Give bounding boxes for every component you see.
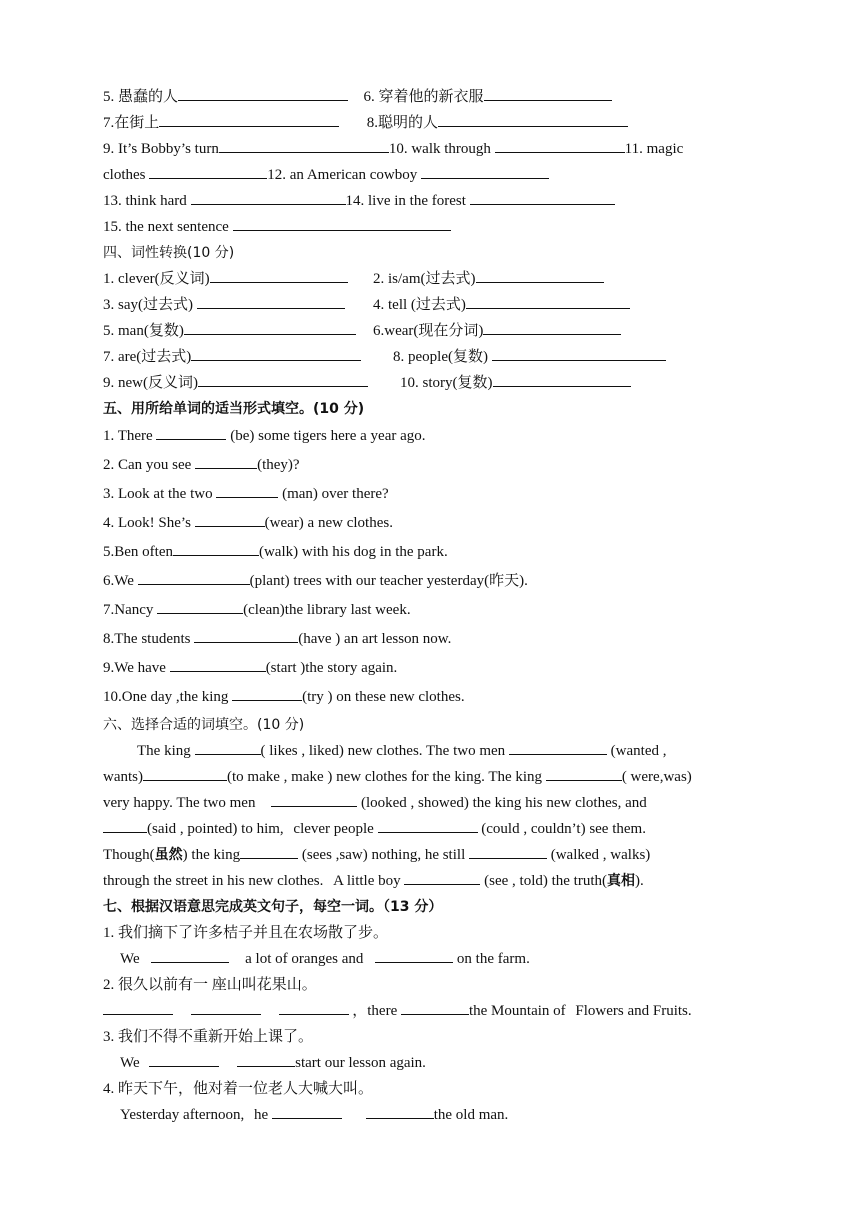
blank[interactable]	[237, 1051, 295, 1067]
section-6-title: 六、选择合适的词填空。(10 分)	[103, 717, 305, 733]
blank[interactable]	[149, 163, 267, 179]
blank[interactable]	[375, 947, 453, 963]
blank[interactable]	[401, 999, 469, 1015]
blank[interactable]	[476, 267, 604, 283]
s3-row-6	[103, 214, 763, 240]
blank[interactable]	[159, 111, 339, 127]
blank[interactable]	[483, 319, 621, 335]
blank[interactable]	[271, 791, 357, 807]
blank[interactable]	[195, 453, 257, 469]
blank[interactable]	[170, 656, 266, 672]
s5-item: 8.The students (have ) an art lesson now.	[103, 625, 763, 654]
item-5: 5. 愚蠢的人	[103, 89, 179, 105]
s7-a3: We start our lesson again.	[103, 1050, 763, 1076]
blank[interactable]	[197, 293, 345, 309]
item-9: 9. It’s Bobby’s turn	[103, 141, 219, 157]
blank[interactable]	[233, 215, 451, 231]
blank[interactable]	[184, 319, 356, 335]
blank[interactable]	[138, 569, 250, 585]
s7-a2: ，there the Mountain of Flowers and Fruits.	[103, 998, 763, 1024]
s4-row: 5. man(复数) 6.wear(现在分词)	[103, 318, 763, 344]
s3-row-3	[103, 136, 763, 162]
s6-para-line: through the street in his new clothes. A little boy (see , told) the truth(真相).	[103, 868, 763, 894]
s5-item: 4. Look! She’s (wear) a new clothes.	[103, 509, 763, 538]
blank[interactable]	[191, 189, 346, 205]
blank[interactable]	[492, 345, 666, 361]
blank[interactable]	[470, 189, 615, 205]
s7-a1: We a lot of oranges and on the farm.	[103, 946, 763, 972]
s4-row: 3. say(过去式) 4. tell (过去式)	[103, 292, 763, 318]
blank[interactable]	[495, 137, 625, 153]
item-15: 15. the next sentence	[103, 219, 229, 235]
blank[interactable]	[232, 685, 302, 701]
item-8: 8.聪明的人	[366, 115, 439, 131]
blank[interactable]	[421, 163, 549, 179]
blank[interactable]	[466, 293, 630, 309]
blank[interactable]	[484, 85, 612, 101]
blank[interactable]	[279, 999, 349, 1015]
s6-para-line: wants) (to make , make ) new clothes for the king. The king ( were,was)	[103, 764, 763, 790]
s6-para-line: Though(虽然) the king (sees ,saw) nothing, he still (walked , walks)	[103, 842, 763, 868]
item-11: 11. magic	[624, 141, 684, 157]
s7-q4: 4. 昨天下午，他对着一位老人大喊大叫。	[103, 1081, 374, 1097]
s5-item: 5.Ben often (walk) with his dog in the park.	[103, 538, 763, 567]
section-5-title: 五、用所给单词的适当形式填空。(10 分)	[103, 401, 365, 417]
s5-item: 7.Nancy (clean)the library last week.	[103, 596, 763, 625]
blank[interactable]	[195, 739, 261, 755]
s3-row-4	[103, 162, 763, 188]
blank[interactable]	[546, 765, 622, 781]
s5-item: 2. Can you see (they)?	[103, 451, 763, 480]
s4-row: 7. are(过去式) 8. people(复数)	[103, 344, 763, 370]
blank[interactable]	[143, 765, 227, 781]
blank[interactable]	[178, 85, 348, 101]
blank[interactable]	[149, 1051, 219, 1067]
worksheet	[103, 84, 763, 1128]
blank[interactable]	[366, 1103, 434, 1119]
blank[interactable]	[103, 817, 147, 833]
blank[interactable]	[493, 371, 631, 387]
s5-item: 9.We have (start )the story again.	[103, 654, 763, 683]
s6-para-line: The king ( likes , liked) new clothes. The two men (wanted ,	[103, 738, 763, 764]
blank[interactable]	[469, 843, 547, 859]
s7-q3: 3. 我们不得不重新开始上课了。	[103, 1029, 314, 1045]
blank[interactable]	[216, 482, 278, 498]
item-11-cont: clothes	[103, 167, 146, 183]
section-4-title: 四、词性转换(10 分)	[103, 245, 235, 261]
item-10: 10. walk through	[388, 141, 491, 157]
blank[interactable]	[404, 869, 480, 885]
s7-a4: Yesterday afternoon, he the old man.	[103, 1102, 763, 1128]
s4-row: 9. new(反义词) 10. story(复数)	[103, 370, 763, 396]
item-12: 12. an American cowboy	[267, 167, 418, 183]
blank[interactable]	[272, 1103, 342, 1119]
blank[interactable]	[210, 267, 348, 283]
blank[interactable]	[509, 739, 607, 755]
blank[interactable]	[191, 999, 261, 1015]
s3-row-2	[103, 110, 763, 136]
blank[interactable]	[191, 345, 361, 361]
item-13: 13. think hard	[103, 193, 187, 209]
blank[interactable]	[378, 817, 478, 833]
blank[interactable]	[156, 424, 226, 440]
item-14: 14. live in the forest	[345, 193, 466, 209]
blank[interactable]	[198, 371, 368, 387]
s7-q2: 2. 很久以前有一 座山叫花果山。	[103, 977, 317, 993]
s5-item: 10.One day ,the king (try ) on these new clothes.	[103, 683, 763, 712]
blank[interactable]	[219, 137, 389, 153]
s5-item: 1. There (be) some tigers here a year ago.	[103, 422, 763, 451]
item-7: 7.在街上	[103, 115, 160, 131]
s3-row-1	[103, 84, 763, 110]
s3-row-5	[103, 188, 763, 214]
section-7-title: 七、根据汉语意思完成英文句子，每空一词。（13 分）	[103, 899, 443, 915]
s6-para-line: very happy. The two men (looked , showed) the king his new clothes, and	[103, 790, 763, 816]
s5-item: 6.We (plant) trees with our teacher yesterday(昨天).	[103, 567, 763, 596]
s5-item: 3. Look at the two (man) over there?	[103, 480, 763, 509]
s6-para-line: (said , pointed) to him, clever people (could , couldn’t) see them.	[103, 816, 763, 842]
s4-row: 1. clever(反义词) 2. is/am(过去式)	[103, 266, 763, 292]
blank[interactable]	[194, 627, 298, 643]
blank[interactable]	[173, 540, 259, 556]
blank[interactable]	[157, 598, 243, 614]
item-6: 6. 穿着他的新衣服	[363, 89, 484, 105]
blank[interactable]	[151, 947, 229, 963]
blank[interactable]	[240, 843, 298, 859]
blank[interactable]	[103, 999, 173, 1015]
blank[interactable]	[195, 511, 265, 527]
blank[interactable]	[438, 111, 628, 127]
s7-q1: 1. 我们摘下了许多桔子并且在农场散了步。	[103, 925, 389, 941]
